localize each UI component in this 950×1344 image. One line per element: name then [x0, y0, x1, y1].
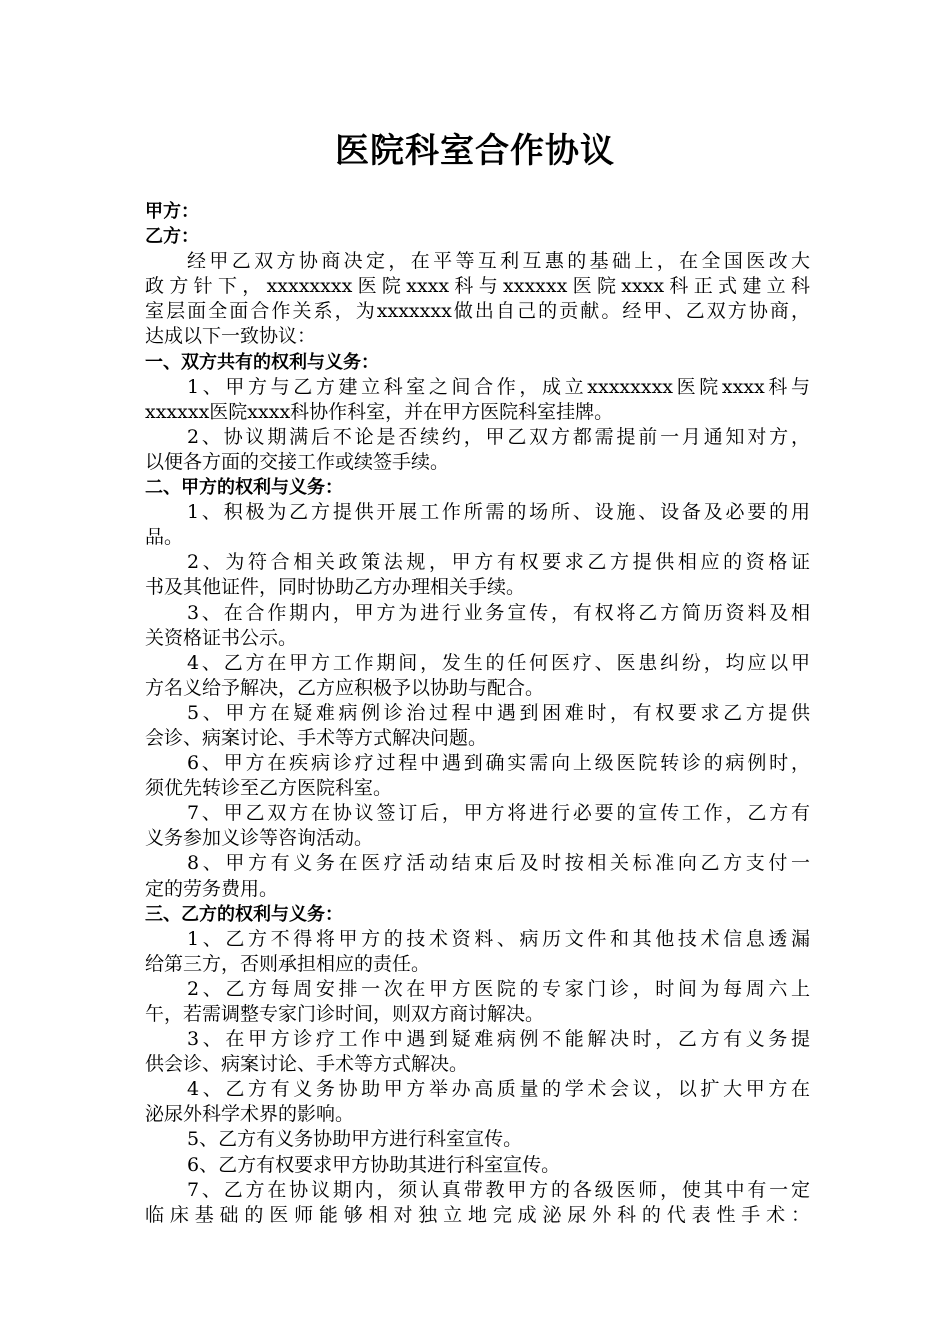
- clause-line: 会诊、病案讨论、手术等方式解决问题。: [145, 726, 488, 749]
- clause-line: 2、为符合相关政策法规，甲方有权要求乙方提供相应的资格证: [187, 551, 810, 574]
- clause-line: 须优先转诊至乙方医院科室。: [145, 777, 393, 800]
- clause-line: 5、甲方在疑难病例诊治过程中遇到困难时，有权要求乙方提供: [187, 701, 810, 724]
- clause-line: 泌尿外科学术界的影响。: [145, 1103, 355, 1126]
- intro-line: 达成以下一致协议：: [145, 325, 317, 348]
- clause-line: xxxxxx医院xxxx科协作科室，并在甲方医院科室挂牌。: [145, 400, 614, 423]
- clause-line: 1、甲方与乙方建立科室之间合作，成立xxxxxxxx医院xxxx科与: [187, 375, 810, 398]
- clause-line: 供会诊、病案讨论、手术等方式解决。: [145, 1053, 469, 1076]
- clause-line: 7、甲乙双方在协议签订后，甲方将进行必要的宣传工作，乙方有: [187, 802, 810, 825]
- clause-line: 临床基础的医师能够相对独立地完成泌尿外科的代表性手术：: [145, 1203, 810, 1226]
- clause-line: 义务参加义诊等咨询活动。: [145, 827, 374, 850]
- clause-line: 4、乙方有义务协助甲方举办高质量的学术会议，以扩大甲方在: [187, 1078, 810, 1101]
- clause-line: 3、在合作期内，甲方为进行业务宣传，有权将乙方简历资料及相: [187, 601, 810, 624]
- clause-line: 8、甲方有义务在医疗活动结束后及时按相关标准向乙方支付一: [187, 852, 810, 875]
- document-title: 医院科室合作协议: [335, 131, 615, 171]
- clause-line: 午，若需调整专家门诊时间，则双方商讨解决。: [145, 1003, 545, 1025]
- clause-line: 4、乙方在甲方工作期间，发生的任何医疗、医患纠纷，均应以甲: [187, 651, 810, 674]
- clause-line: 6、乙方有权要求甲方协助其进行科室宣传。: [187, 1153, 561, 1176]
- party-b-label: 乙方：: [145, 226, 199, 248]
- clause-line: 品。: [145, 526, 184, 549]
- intro-line: 经甲乙双方协商决定，在平等互利互惠的基础上，在全国医改大: [187, 250, 810, 273]
- clause-line: 5、乙方有义务协助甲方进行科室宣传。: [187, 1128, 523, 1151]
- clause-line: 2、乙方每周安排一次在甲方医院的专家门诊，时间为每周六上: [187, 977, 810, 1000]
- section-heading: 二、甲方的权利与义务：: [145, 477, 343, 499]
- clause-line: 定的劳务费用。: [145, 877, 279, 900]
- clause-line: 6、甲方在疾病诊疗过程中遇到确实需向上级医院转诊的病例时，: [187, 752, 810, 775]
- clause-line: 方名义给予解决，乙方应积极予以协助与配合。: [145, 676, 545, 699]
- clause-line: 1、积极为乙方提供开展工作所需的场所、设施、设备及必要的用: [187, 501, 810, 524]
- clause-line: 给第三方，否则承担相应的责任。: [145, 952, 431, 975]
- clause-line: 2、协议期满后不论是否续约，甲乙双方都需提前一月通知对方，: [187, 425, 810, 448]
- party-a-label: 甲方：: [145, 201, 199, 222]
- intro-line: 室层面全面合作关系，为xxxxxxx做出自己的贡献。经甲、乙双方协商，: [145, 300, 810, 323]
- clause-line: 7、乙方在协议期内，须认真带教甲方的各级医师，使其中有一定: [187, 1178, 810, 1201]
- section-heading: 三、乙方的权利与义务：: [145, 903, 343, 925]
- document-body: [145, 199, 810, 1228]
- clause-line: 书及其他证件，同时协助乙方办理相关手续。: [145, 576, 526, 599]
- section-heading: 一、双方共有的权利与义务：: [145, 351, 379, 373]
- intro-line: 政方针下，xxxxxxxx医院xxxx科与xxxxxx医院xxxx科正式建立科: [145, 275, 810, 298]
- clause-line: 3、在甲方诊疗工作中遇到疑难病例不能解决时，乙方有义务提: [187, 1028, 810, 1051]
- clause-line: 以便各方面的交接工作或续签手续。: [145, 450, 450, 473]
- clause-line: 1、乙方不得将甲方的技术资料、病历文件和其他技术信息透漏: [187, 927, 810, 950]
- clause-line: 关资格证书公示。: [145, 626, 298, 649]
